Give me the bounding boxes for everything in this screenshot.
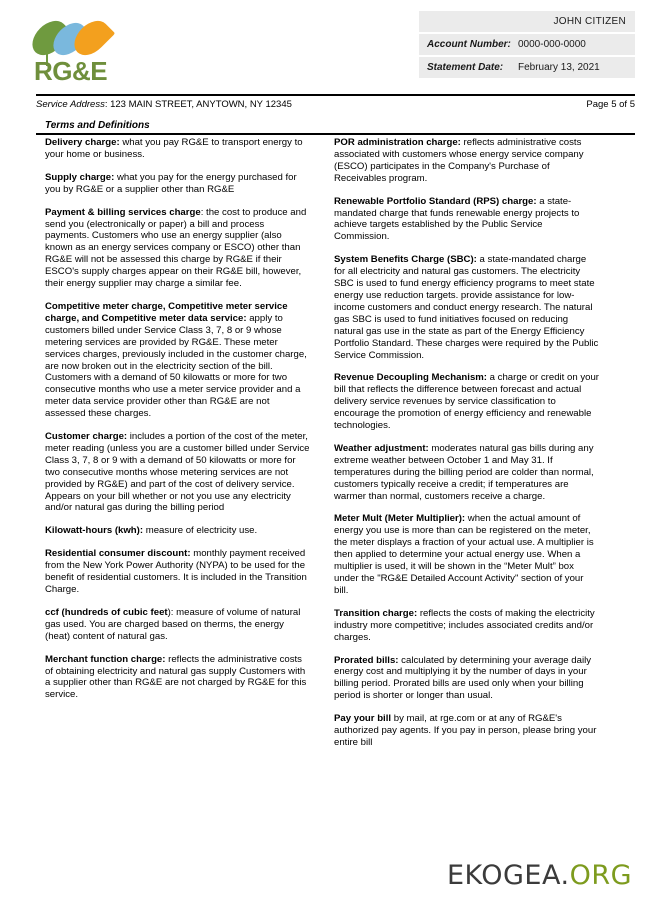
definition-term: Transition charge: bbox=[334, 607, 418, 619]
definition-term: Renewable Portfolio Standard (RPS) charge: bbox=[334, 195, 537, 207]
right-column bbox=[334, 137, 599, 749]
definitions-columns bbox=[45, 137, 612, 749]
service-address-separator: : bbox=[104, 99, 111, 110]
service-address-value: 123 MAIN STREET, ANYTOWN, NY 12345 bbox=[110, 99, 292, 110]
definition-term: Revenue Decoupling Mechanism: bbox=[334, 372, 487, 384]
definition-term: Kilowatt-hours (kwh): bbox=[45, 525, 144, 537]
definition-term: Meter Mult (Meter Multiplier): bbox=[334, 513, 466, 525]
definition-term: Pay your bill bbox=[334, 713, 392, 725]
account-number-value: 0000-000-0000 bbox=[518, 39, 586, 50]
service-address-label: Service Address bbox=[36, 99, 105, 110]
account-number-row bbox=[419, 34, 635, 55]
definition-body: a charge or credit on your bill that reflects the difference between forecast and actual delivery service revenues by service classification to encourage the promotion of energy efficiency and renewable technologies. bbox=[334, 372, 599, 432]
definition-body: calculated by determining your average daily energy cost and multiplying it by the number of days in your billing period. Prorated bills are used only when your billing period is shorter or longer than usual. bbox=[334, 654, 592, 702]
definition-entry bbox=[334, 137, 599, 185]
definition-body: apply to customers billed under Service Class 3, 7, 8 or 9 whose metering services are provided by RG&E. These meter services charges, previously included in the customer charge, are now broken out in the electricity section of the bill. Customers with a demand of 50 kilowatts or more for two consecutive months who use a meter service provider and a meter data service provider other than RG&E are not assessed these charges. bbox=[45, 312, 307, 420]
definition-entry bbox=[45, 431, 310, 514]
definition-entry bbox=[334, 372, 599, 432]
definition-term: Delivery charge: bbox=[45, 137, 120, 148]
definition-entry bbox=[45, 301, 310, 420]
definition-entry bbox=[45, 525, 310, 537]
definition-term: Prorated bills: bbox=[334, 654, 399, 666]
flame-drop-icon bbox=[68, 14, 115, 61]
page-title: Terms and Definitions bbox=[45, 120, 150, 131]
page-number: Page 5 of 5 bbox=[586, 99, 635, 110]
left-column bbox=[45, 137, 310, 749]
header-divider bbox=[36, 94, 635, 96]
definition-body: reflects the costs of making the electricity industry more competitive; includes associated credits and/or charges. bbox=[334, 607, 595, 643]
definition-body: moderates natural gas bills during any extreme weather between October 1 and May 31. If temperatures during the billing period are colder than normal, customers typically receive a credit; if temperatures are warmer than normal, customers receive a charge. bbox=[334, 442, 594, 502]
definition-entry bbox=[334, 513, 599, 596]
rge-logo bbox=[32, 12, 142, 92]
definition-entry bbox=[334, 713, 599, 749]
definition-body: what you pay for the energy purchased for you by RG&E or a supplier other than RG&E bbox=[45, 171, 297, 195]
definition-term: Customer charge: bbox=[45, 431, 128, 443]
definition-body: what you pay RG&E to transport energy to your home or business. bbox=[45, 137, 303, 160]
definition-body: includes a portion of the cost of the meter, meter reading (unless you are a customer billed under Service Class 3, 7, 8 or 9 with a demand of 50 kilowatts or more for two consecutive months whose metering services are not provided by RG&E) and part of the cost of delivery service. Appears on your bill whether or not you use any electricity and/or natural gas during the billing period bbox=[45, 431, 310, 514]
statement-date-value: February 13, 2021 bbox=[518, 62, 600, 73]
definition-entry bbox=[334, 443, 599, 503]
definition-body: reflects administrative costs associated with customers whose energy service company (ESCO) participates in the Company's Purchase of Receivables program. bbox=[334, 137, 584, 184]
statement-date-row bbox=[419, 57, 635, 78]
definition-body: reflects the administrative costs of obtaining electricity and natural gas supply Customers with a supplier other than RG&E are not charged by RG&E for this service. bbox=[45, 653, 307, 701]
service-address bbox=[36, 99, 292, 110]
definition-entry bbox=[334, 254, 599, 361]
definition-term: Payment & billing services charge bbox=[45, 206, 201, 218]
watermark-tld: ORG bbox=[569, 860, 632, 891]
definition-body: measure of electricity use. bbox=[143, 525, 258, 537]
definition-term: Merchant function charge: bbox=[45, 653, 166, 665]
definition-entry bbox=[45, 207, 310, 290]
definition-entry bbox=[45, 548, 310, 596]
statement-date-label: Statement Date: bbox=[427, 62, 504, 73]
definition-term: Competitive meter charge, Competitive meter service charge, and Competitive meter data service: bbox=[45, 300, 288, 324]
page-header bbox=[0, 0, 646, 92]
terms-divider bbox=[36, 133, 635, 135]
service-address-band bbox=[36, 99, 635, 110]
definition-entry bbox=[45, 607, 310, 643]
customer-name: JOHN CITIZEN bbox=[419, 11, 635, 32]
definition-term: System Benefits Charge (SBC): bbox=[334, 254, 477, 266]
definition-entry bbox=[334, 196, 599, 244]
definition-entry bbox=[334, 655, 599, 703]
definition-entry bbox=[45, 172, 310, 196]
definition-term: POR administration charge: bbox=[334, 137, 461, 148]
definition-body: : the cost to produce and send you (electronically or paper) a bill and process payments. Customers who use an energy supplier (also known as an energy services company or ESCO) other than RG&E will not be assessed this charge by RG&E if their ESCO's supply charges appear on their RG&E bill, however, their energy supplier may charge a similar fee. bbox=[45, 206, 307, 290]
definition-term: ccf (hundreds of cubic feet bbox=[45, 606, 168, 618]
account-summary-box bbox=[419, 11, 635, 80]
definition-body: a state-mandated charge that funds renewable energy projects to achieve targets established by the Public Service Commission. bbox=[334, 195, 580, 243]
logo-droplets bbox=[32, 12, 132, 58]
definition-term: Residential consumer discount: bbox=[45, 548, 191, 560]
watermark-name: EKOGEA. bbox=[446, 860, 570, 891]
definition-term: Weather adjustment: bbox=[334, 442, 429, 454]
definition-body: by mail, at rge.com or at any of RG&E's authorized pay agents. If you pay in person, please bring your entire bill bbox=[334, 713, 597, 748]
definition-term: Supply charge: bbox=[45, 171, 115, 183]
account-number-label: Account Number: bbox=[427, 39, 511, 50]
ekogea-watermark bbox=[447, 860, 632, 891]
definition-body: a state-mandated charge for all electricity and natural gas customers. The electricity SBC is used to fund energy efficiency programs to meet state energy use reduction targets. provide assistance for low-income customers and conduct energy research. The natural gas SBC is used to fund initiatives focused on reducing natural gas use in the state as part of the Energy Efficiency Portfolio Standard. These charges were required by the Public Service Commission. bbox=[334, 254, 599, 361]
logo-wordmark: RG&E bbox=[34, 56, 108, 86]
definition-body: ): measure of volume of natural gas used. You are charged based on therms, the energy (heat) content of natural gas. bbox=[45, 606, 301, 642]
definition-body: when the actual amount of energy you use is more than can be registered on the meter, the meter displays a fraction of your actual use. A multiplier is then applied to determine your actual energy use. When a multiplier is used, it will be shown in the “Meter Mult” box under the "RG&E Detailed Account Activity" section of your bill. bbox=[334, 513, 594, 596]
definition-entry bbox=[45, 137, 310, 161]
definition-body: monthly payment received from the New York Power Authority (NYPA) to be used for the benefit of residential customers. It is included in the Transition Charge. bbox=[45, 548, 307, 595]
definition-entry bbox=[334, 608, 599, 644]
definition-entry bbox=[45, 654, 310, 702]
